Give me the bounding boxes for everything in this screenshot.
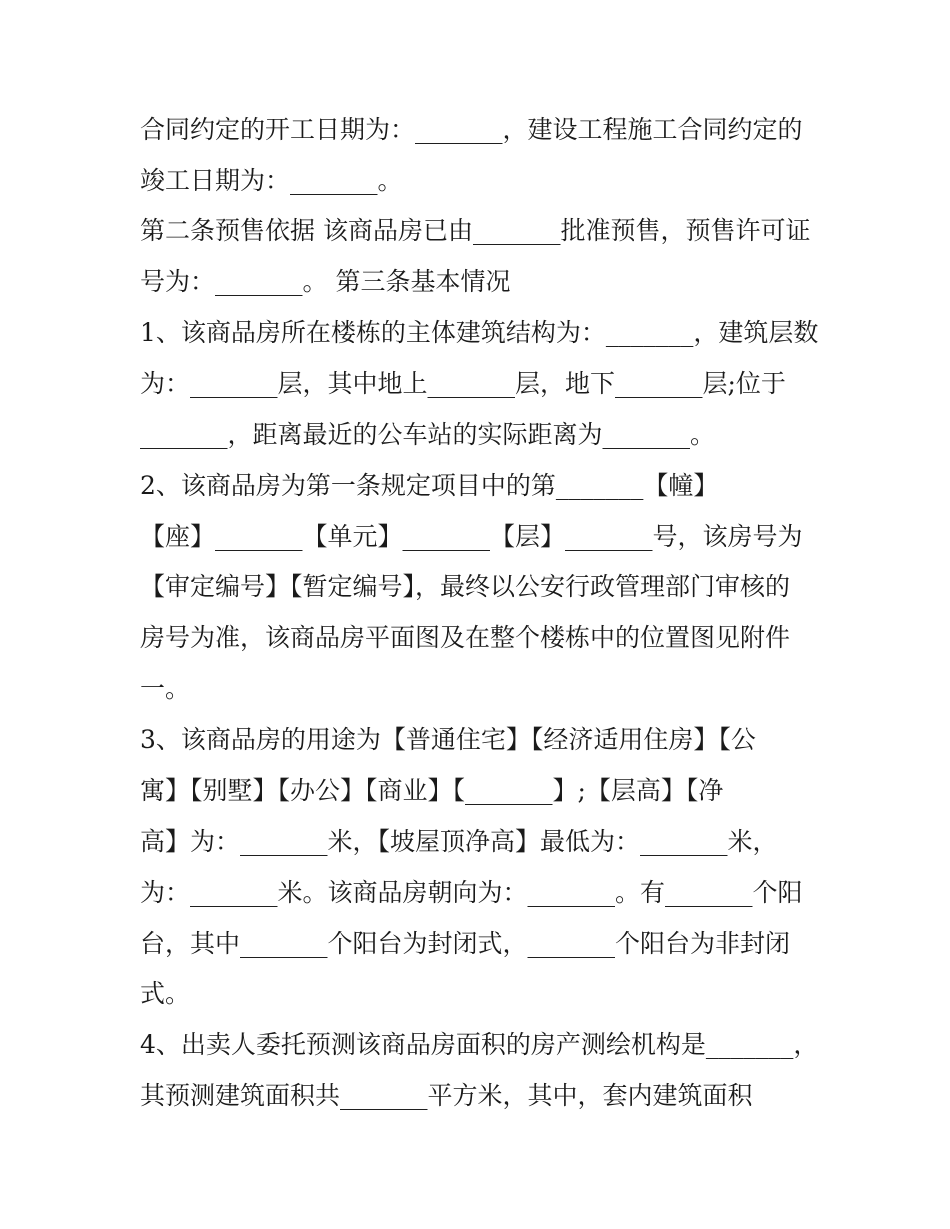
text-line: 高】为：_______米，【坡屋顶净高】最低为：_______米，	[140, 827, 778, 856]
text-line: 1、该商品房所在楼栋的主体建筑结构为：_______，建筑层数	[140, 318, 819, 347]
text-line: _______，距离最近的公车站的实际距离为_______。	[140, 420, 716, 449]
text-line: 为：_______米。该商品房朝向为：_______。有_______个阳	[140, 878, 803, 907]
text-line: 台，其中_______个阳台为封闭式，_______个阳台为非封闭	[140, 929, 791, 958]
text-line: 合同约定的开工日期为：_______，建设工程施工合同约定的	[140, 115, 803, 144]
text-line: 3、该商品房的用途为【普通住宅】【经济适用住房】【公	[140, 725, 756, 754]
text-line: 【座】_______【单元】_______【层】_______号，该房号为	[140, 522, 803, 551]
text-line: 2、该商品房为第一条规定项目中的第_______【幢】	[140, 471, 719, 500]
text-line: 房号为准，该商品房平面图及在整个楼栋中的位置图见附件	[140, 623, 791, 652]
text-line: 其预测建筑面积共_______平方米，其中，套内建筑面积	[140, 1081, 753, 1110]
text-line: 寓】【别墅】【办公】【商业】【_______】;【层高】【净	[140, 776, 724, 805]
text-line: 为：_______层，其中地上_______层，地下_______层;位于	[140, 369, 786, 398]
text-line: 第二条预售依据 该商品房已由_______批准预售，预售许可证	[140, 216, 811, 245]
text-line: 式。	[140, 979, 191, 1008]
text-line: 号为：_______。 第三条基本情况	[140, 267, 511, 296]
text-line: 4、出卖人委托预测该商品房面积的房产测绘机构是_______，	[140, 1030, 819, 1059]
text-line: 【审定编号】【暂定编号】，最终以公安行政管理部门审核的	[140, 572, 791, 601]
text-line: 一。	[140, 674, 191, 703]
text-line: 竣工日期为：_______。	[140, 166, 403, 195]
